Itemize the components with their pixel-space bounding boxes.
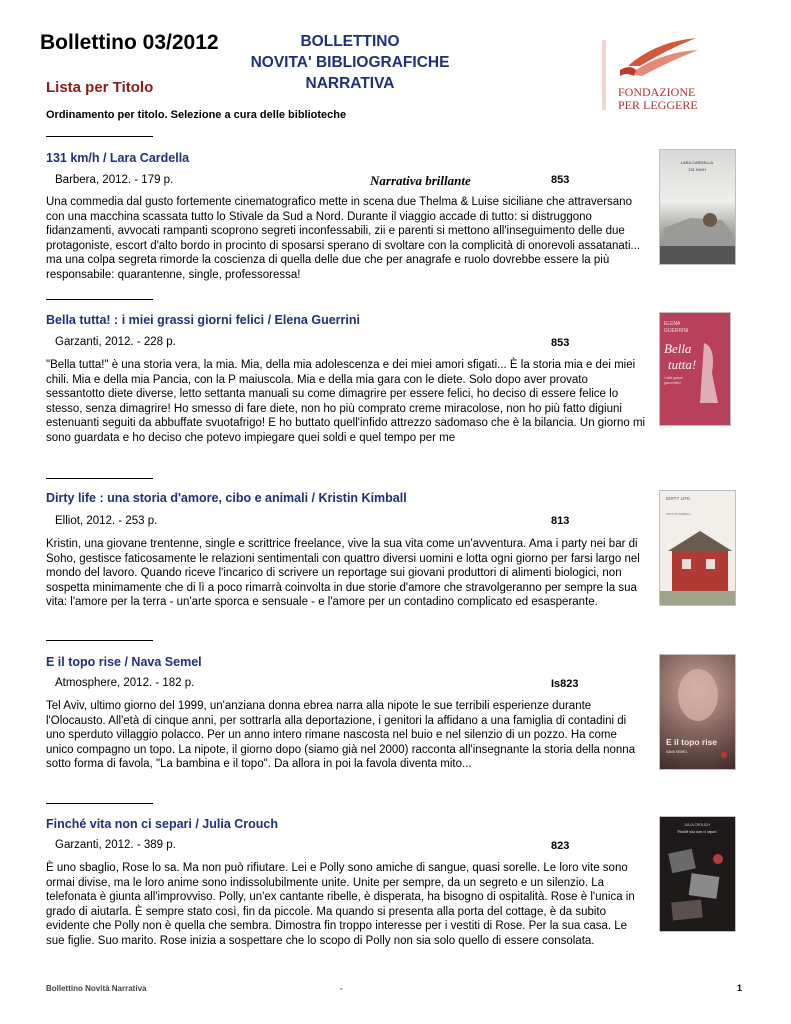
- cover-text: Bella: [664, 341, 692, 356]
- entry-title: Finché vita non ci separi / Julia Crouch: [46, 817, 279, 831]
- separator-rule: [46, 299, 153, 300]
- entry-description: Kristin, una giovane trentenne, single e scrittrice freelance, vive la sua vita come un'avventura. Ama i party nei bar di Soho, gestisce faticosamente le relazioni sentimentali con quattro diversi uomini e lotta ogni giorno per farsi largo nel mondo del lavoro. Quando riceve l'incarico di scrivere un reportage sui giovani produttori di alimenti biologici, non sospetta minimamente che di lì a poco rimarrà coinvolta in due storie d'amore che stravolgeranno per sempre la sua vita: l'amore per la terra - un'arte sporca e sensuale - e l'amore per un contadino complicato ed esasperante.: [46, 538, 640, 609]
- ordering-note: Ordinamento per titolo. Selezione a cura delle biblioteche: [46, 109, 347, 121]
- book-cover: [659, 312, 731, 426]
- cover-text: tutta!: [668, 357, 697, 372]
- separator-rule: [46, 803, 153, 804]
- page-title: Bollettino 03/2012: [40, 31, 219, 54]
- cover-text: giorni felici: [664, 381, 681, 385]
- bulletin-heading: [250, 31, 450, 94]
- car-illustration: [660, 150, 735, 264]
- cover-text: E il topo rise: [666, 737, 718, 747]
- logo-text: FONDAZIONE: [618, 85, 696, 99]
- entry-description: "Bella tutta!" è una storia vera, la mia. Mia, della mia adolescenza e dei miei amori sfigati... È la storia mia e dei miei chili. Mia e della mia Pancia, con la P maiuscola. Mia e della mia gara con le diete. Solo dopo aver provato sessantotto diete diverse, letto settanta manuali su come dimagrire per essere felici, ho deciso di essere felice lo stesso, senza dimagrire! Ho smesso di fare diete, non ho più comprato creme miracolose, non ho più fatto digiuni estenuanti seguiti da abbuffate svuotafrigo! E ho buttato quell'infido attrezzo sadomaso che è la bilancia. Un giorno mi sono guardata e ho deciso che potevo impiegare quei soldi e quel tempo per me: [46, 359, 646, 444]
- entry-description: È uno sbaglio, Rose lo sa. Ma non può rifiutare. Lei e Polly sono amiche di sangue, quasi sorelle. Le loro vite sono ormai divise, ma le loro anime sono indissolubilmente unite. Unite per sempre, da un segreto e un silenzio. La telefonata è giunta all'improvviso. Polly, un'ex cantante ribelle, è disperata, ha bisogno di ospitalità. Rose è l'unica in grado di aiutarla. È sempre stato così, fin da piccole. Ma quando si presenta alla porta del cottage, è da subito evidente che Polly non è quella che sembra. Dimostra fin troppo interesse per i vestiti di Rose. Per la sua casa. Le sue figlie. Suo marito. Rose inizia a sospettare che lo scopo di Polly non sia solo quello di essere consolata.: [46, 862, 635, 947]
- cover-text: i miei grassi: [664, 376, 683, 380]
- entry-classification: 823: [551, 840, 570, 852]
- cover-illustration: [660, 817, 735, 931]
- entry-publisher: Elliot, 2012. - 253 p.: [55, 515, 158, 527]
- bulletin-heading-line: NARRATIVA: [305, 75, 395, 92]
- entry-classification: Is823: [551, 678, 579, 690]
- entry-genre: Narrativa brillante: [370, 173, 471, 188]
- book-cover: [659, 490, 736, 606]
- entry-publisher: Garzanti, 2012. - 228 p.: [55, 336, 176, 348]
- entry-publisher: Garzanti, 2012. - 389 p.: [55, 839, 176, 851]
- footer-bulletin-name: Bollettino Novità Narrativa: [46, 984, 147, 993]
- cover-text: Finché vita non ci separi: [677, 829, 717, 834]
- entry-title: Dirty life : una storia d'amore, cibo e animali / Kristin Kimball: [46, 491, 407, 505]
- entry-classification: 813: [551, 515, 570, 527]
- book-cover: [659, 816, 736, 932]
- list-title: Lista per Titolo: [46, 79, 154, 96]
- house-illustration: [660, 491, 735, 605]
- cover-text: ELENA: [664, 321, 681, 327]
- cover-text: DIRTY LIFE: [666, 496, 691, 501]
- footer-separator: -: [340, 984, 343, 993]
- bulletin-heading-line: BOLLETTINO: [300, 33, 400, 50]
- cover-illustration: [660, 313, 730, 425]
- entry-publisher: Barbera, 2012. - 179 p.: [55, 174, 174, 186]
- entry-title: Bella tutta! : i miei grassi giorni felici / Elena Guerrini: [46, 313, 360, 327]
- entry-classification: 853: [551, 174, 570, 186]
- book-cover: [659, 149, 736, 265]
- page-number: 1: [737, 983, 743, 993]
- cover-text: NAVA SEMEL: [666, 750, 688, 754]
- logo-text: PER LEGGERE: [618, 98, 698, 112]
- cover-text: 131 KM/H: [688, 167, 706, 172]
- cover-text: JULIA CROUCH: [684, 823, 710, 827]
- logo-side-bar: [602, 40, 606, 110]
- cover-text: LARA CARDELLA: [680, 160, 714, 165]
- entry-publisher: Atmosphere, 2012. - 182 p.: [55, 677, 195, 689]
- book-cover: [659, 654, 736, 770]
- cover-text: GUERRINI: [664, 328, 689, 334]
- face-illustration: [660, 655, 735, 769]
- separator-rule: [46, 136, 153, 137]
- logo-wave: [620, 67, 636, 76]
- cover-text: KRISTIN KIMBALL: [666, 512, 692, 516]
- entry-classification: 853: [551, 337, 570, 349]
- entry-title: 131 km/h / Lara Cardella: [46, 151, 190, 165]
- fondazione-logo: [600, 36, 710, 116]
- entry-description: Tel Aviv, ultimo giorno del 1999, un'anziana donna ebrea narra alla nipote le sue terribili esperienze durante l'Olocausto. All'età di cinque anni, per sottrarla alla deportazione, i genitori la affidano a una famiglia di contadini di uno sperduto villaggio polacco. Per un anno intero rimane nascosta nel buio e nel silenzio di un pozzo. Ha come unico compagno un topo. La nipote, il giorno dopo (siamo già nel 2000) racconta all'insegnante la storia della nonna sotto forma di favola, "La bambina e il topo". Da allora in poi la favola diventa mito...: [46, 700, 636, 771]
- separator-rule: [46, 478, 153, 479]
- separator-rule: [46, 640, 153, 641]
- entry-description: Una commedia dal gusto fortemente cinematografico mette in scena due Thelma & Luise siciliane che attraversano con una macchina scassata tutto lo Stivale da Sud a Nord. Durante il viaggio accade di tutto: si distruggono fidanzamenti, avvocati rampanti scoprono segreti inconfessabili, zii e parenti si mettono all'inseguimento delle due protagoniste, escort d'alto bordo in procinto di sposarsi sperano di svoltare con la complicità di onorevoli assatanati... ma una colpa segreta rimorde la coscienza di quella delle due che per anagrafe e ruolo dovrebbe essere la più responsabile: quarantenne, single, professoressa!: [46, 196, 641, 281]
- bulletin-heading-line: NOVITA' BIBLIOGRAFICHE: [250, 54, 450, 71]
- entry-title: E il topo rise / Nava Semel: [46, 655, 202, 669]
